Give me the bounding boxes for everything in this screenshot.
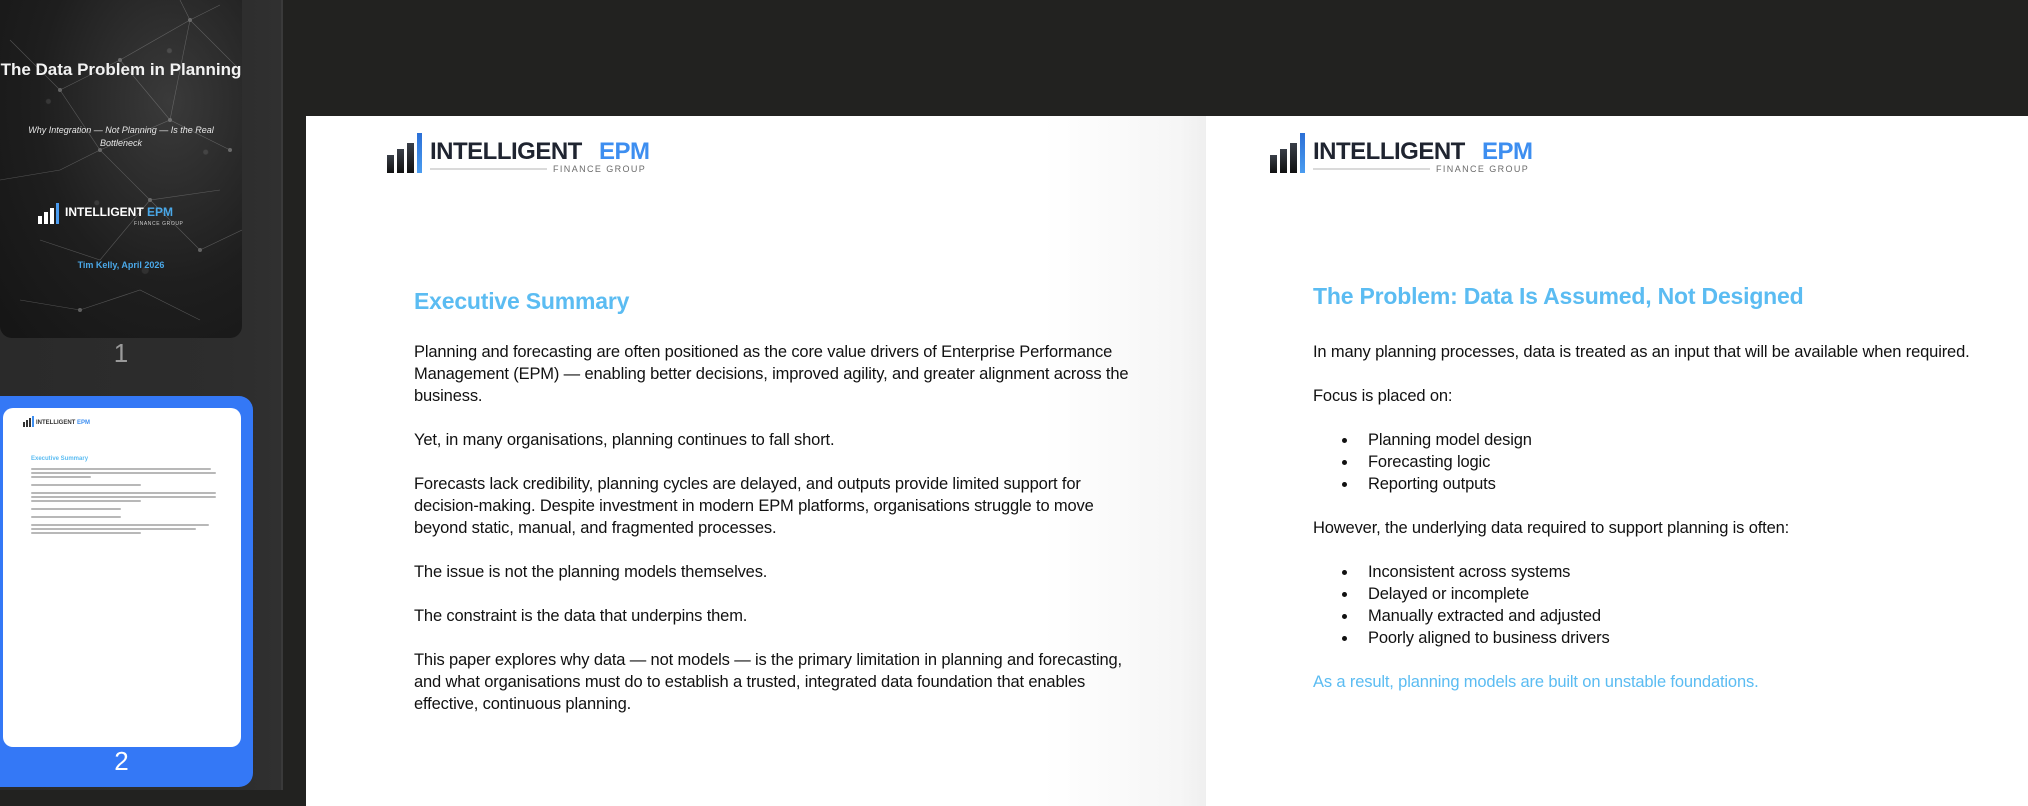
cover-title: The Data Problem in Planning bbox=[0, 60, 242, 79]
mini-text-line bbox=[31, 484, 141, 486]
svg-text:INTELLIGENT EPM: INTELLIGENT EPM bbox=[65, 205, 174, 219]
svg-text:INTELLIGENT: INTELLIGENT bbox=[430, 138, 582, 165]
thumbnail-page-2-preview bbox=[3, 408, 241, 747]
however-label: However, the underlying data required to support planning is often: bbox=[1313, 519, 1790, 537]
paragraph: Planning and forecasting are often positioned as the core value drivers of Enterprise Performance Management (EPM) — enabling better decisions, improved agility, and greater alignment across the business. bbox=[414, 343, 1129, 405]
focus-label: Focus is placed on: bbox=[1313, 387, 1453, 405]
mini-text-line bbox=[31, 508, 121, 510]
thumbnail-page-1[interactable] bbox=[0, 0, 242, 338]
data-issue-item: Inconsistent across systems bbox=[1368, 561, 2028, 583]
data-issues-list bbox=[1313, 561, 2028, 649]
svg-text:INTELLIGENT: INTELLIGENT bbox=[1313, 138, 1465, 165]
mini-text-line bbox=[31, 532, 141, 534]
network-background-graphic bbox=[0, 0, 242, 338]
focus-list bbox=[1313, 429, 2028, 495]
paragraph: This paper explores why data — not models — is the primary limitation in planning and forecasting, and what organisations must do to establish a trusted, integrated data foundation that enables effective, continuous planning. bbox=[414, 651, 1122, 713]
svg-text:FINANCE GROUP: FINANCE GROUP bbox=[553, 164, 647, 174]
cover-subtitle: Why Integration — Not Planning — Is the Real Bottleneck bbox=[28, 125, 214, 148]
document-page-3 bbox=[1206, 116, 2028, 806]
mini-text-line bbox=[31, 528, 196, 530]
data-issue-item: Poorly aligned to business drivers bbox=[1368, 627, 2028, 649]
svg-text:EPM: EPM bbox=[599, 138, 650, 165]
intro-paragraph: In many planning processes, data is treated as an input that will be available when required. bbox=[1313, 343, 1970, 361]
section-body bbox=[414, 341, 1134, 737]
conclusion-callout: As a result, planning models are built on unstable foundations. bbox=[1313, 673, 1759, 691]
svg-text:FINANCE GROUP: FINANCE GROUP bbox=[134, 221, 184, 227]
mini-heading: Executive Summary bbox=[31, 456, 89, 462]
paragraph: Forecasts lack credibility, planning cycles are delayed, and outputs provide limited support for decision-making. Despite investment in modern EPM platforms, organisations struggle to move beyond static, manual, and fragmented processes. bbox=[414, 475, 1094, 537]
mini-text-line bbox=[31, 468, 211, 470]
page-number-label-1: 1 bbox=[113, 338, 129, 368]
section-heading: Executive Summary bbox=[414, 288, 630, 314]
document-page-2 bbox=[306, 116, 1206, 806]
document-viewer[interactable] bbox=[283, 0, 2028, 790]
mini-text-line bbox=[31, 516, 121, 518]
paragraph: Yet, in many organisations, planning continues to fall short. bbox=[414, 431, 835, 449]
company-logo bbox=[387, 131, 677, 181]
section-body bbox=[1313, 341, 2028, 715]
mini-text-line bbox=[31, 492, 216, 494]
svg-text:FINANCE GROUP: FINANCE GROUP bbox=[1436, 164, 1530, 174]
mini-logo-icon bbox=[23, 416, 103, 428]
mini-text-line bbox=[31, 472, 216, 474]
thumbnail-sidebar[interactable] bbox=[0, 0, 283, 790]
page-number-label-2: 2 bbox=[114, 746, 129, 776]
mini-text-line bbox=[31, 496, 216, 498]
paragraph: The constraint is the data that underpins them. bbox=[414, 607, 748, 625]
section-heading: The Problem: Data Is Assumed, Not Designed bbox=[1313, 283, 1804, 309]
thumbnail-page-2-selected[interactable] bbox=[0, 396, 253, 787]
svg-text:INTELLIGENT EPM: INTELLIGENT EPM bbox=[36, 420, 91, 426]
mini-text-line bbox=[31, 524, 209, 526]
company-logo bbox=[1270, 131, 1560, 181]
cover-author-date: Tim Kelly, April 2026 bbox=[77, 260, 165, 270]
mini-text-line bbox=[31, 500, 141, 502]
cover-company-logo bbox=[38, 200, 208, 230]
focus-list-item: Planning model design bbox=[1368, 429, 2028, 451]
focus-list-item: Forecasting logic bbox=[1368, 451, 2028, 473]
data-issue-item: Manually extracted and adjusted bbox=[1368, 605, 2028, 627]
focus-list-item: Reporting outputs bbox=[1368, 473, 2028, 495]
data-issue-item: Delayed or incomplete bbox=[1368, 583, 2028, 605]
svg-text:EPM: EPM bbox=[1482, 138, 1533, 165]
mini-text-line bbox=[31, 476, 91, 478]
paragraph: The issue is not the planning models themselves. bbox=[414, 563, 768, 581]
